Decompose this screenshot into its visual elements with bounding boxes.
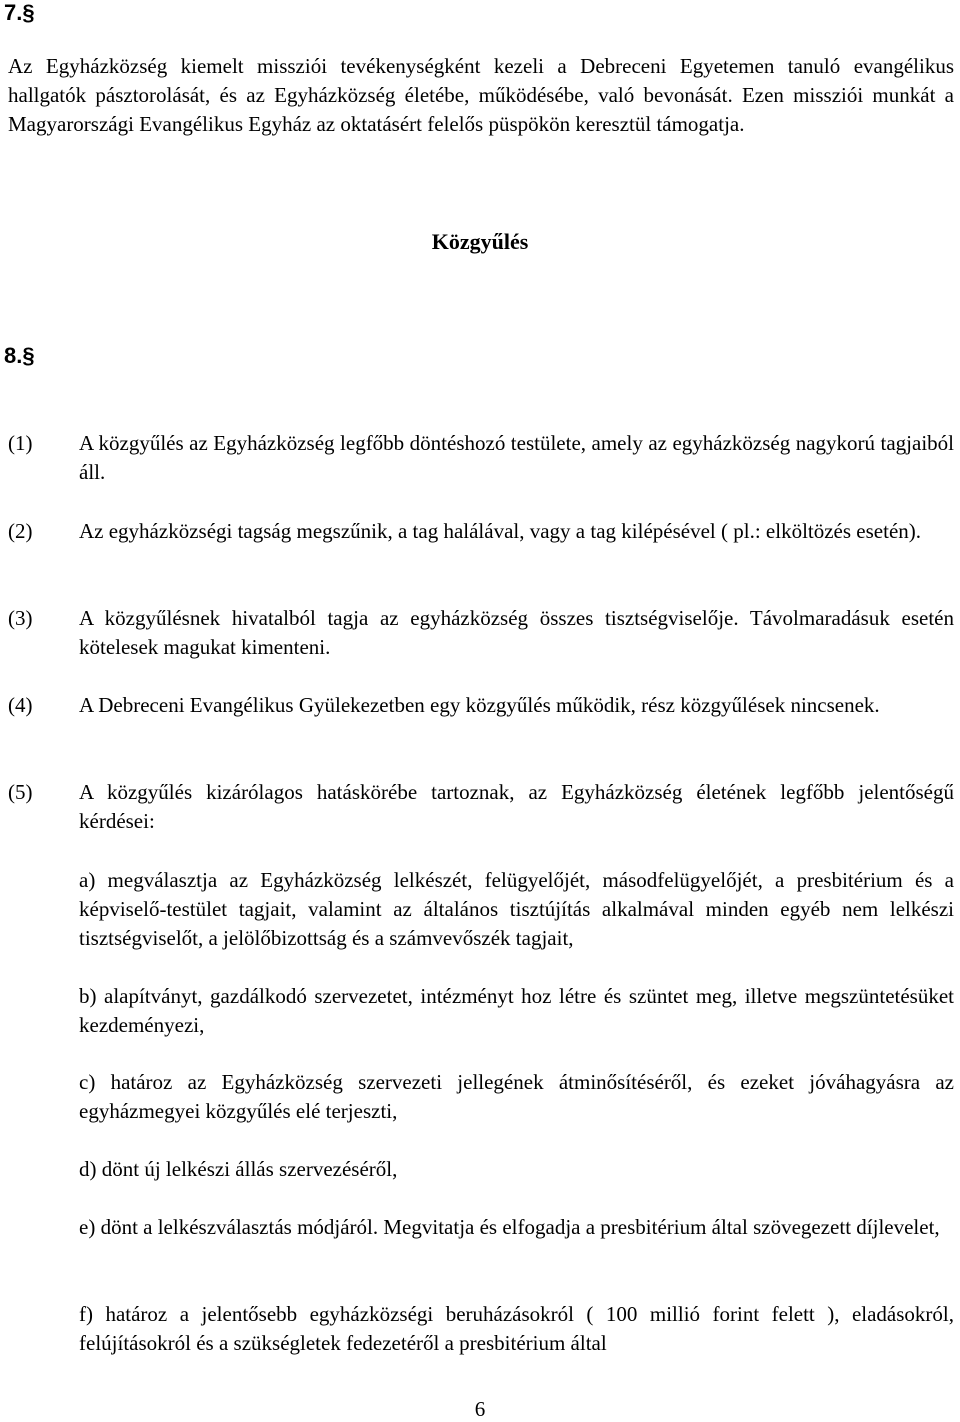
subitem-b: b) alapítványt, gazdálkodó szervezetet, intézményt hoz létre és szüntet meg, illetve megszüntetésüket kezdeményezi,	[79, 984, 954, 1037]
item-number: (5)	[8, 780, 33, 804]
list-item	[8, 604, 954, 662]
item-text: Az egyházközségi tagság megszűnik, a tag halálával, vagy a tag kilépésével ( pl.: elköltözés esetén).	[79, 519, 922, 543]
subitem-d: d) dönt új lelkészi állás szervezéséről,	[79, 1157, 398, 1181]
section-8-number: 8.§	[4, 343, 35, 368]
item-number: (2)	[8, 519, 33, 543]
section-7-paragraph: Az Egyházközség kiemelt missziói tevékenységként kezeli a Debreceni Egyetemen tanuló evangélikus hallgatók pásztorolását, és az Egyházközség életébe, működésébe, való bevonását. Ezen missziói munkát a Magyarországi Evangélikus Egyház az oktatásért felelős püspökön keresztül támogatja.	[8, 54, 954, 136]
item-number: (4)	[8, 693, 33, 717]
section-7-number: 7.§	[4, 0, 35, 25]
list-item	[8, 691, 954, 720]
subitem-a: a) megválasztja az Egyházközség lelkészét, felügyelőjét, másodfelügyelőjét, a presbitérium és a képviselő-testület tagjait, valamint az általános tisztújítás alkalmával minden egyéb nem lelkészi tisztségviselőt, a jelölőbizottság és a számvevőszék tagjait,	[79, 868, 954, 950]
item-number: (3)	[8, 606, 33, 630]
subitem-c: c) határoz az Egyházközség szervezeti jellegének átminősítéséről, és ezeket jóváhagyásra az egyházmegyei közgyűlés elé terjeszti,	[79, 1070, 954, 1123]
heading-kozgyules: Közgyűlés	[431, 229, 529, 254]
page-number: 6	[474, 1397, 486, 1421]
item-text: A közgyűlésnek hivatalból tagja az egyházközség összes tisztségviselője. Távolmaradásuk esetén kötelesek magukat kimenteni.	[79, 606, 954, 659]
item-number: (1)	[8, 431, 33, 455]
list-item	[8, 778, 954, 836]
item-text: A Debreceni Evangélikus Gyülekezetben egy közgyűlés működik, rész közgyűlések nincsenek.	[79, 693, 880, 717]
list-item	[8, 429, 954, 487]
list-item	[8, 517, 954, 546]
subitem-e: e) dönt a lelkészválasztás módjáról. Megvitatja és elfogadja a presbitérium által szövegezett díjlevelet,	[79, 1215, 940, 1239]
item-text: A közgyűlés kizárólagos hatáskörébe tartoznak, az Egyházközség életének legfőbb jelentőségű kérdései:	[79, 780, 954, 833]
subitem-f: f) határoz a jelentősebb egyházközségi beruházásokról ( 100 millió forint felett ), eladásokról, felújításokról és a szükségletek fedezetéről a presbitérium által	[79, 1302, 954, 1355]
item-text: A közgyűlés az Egyházközség legfőbb döntéshozó testülete, amely az egyházközség nagykorú tagjaiból áll.	[79, 431, 954, 484]
